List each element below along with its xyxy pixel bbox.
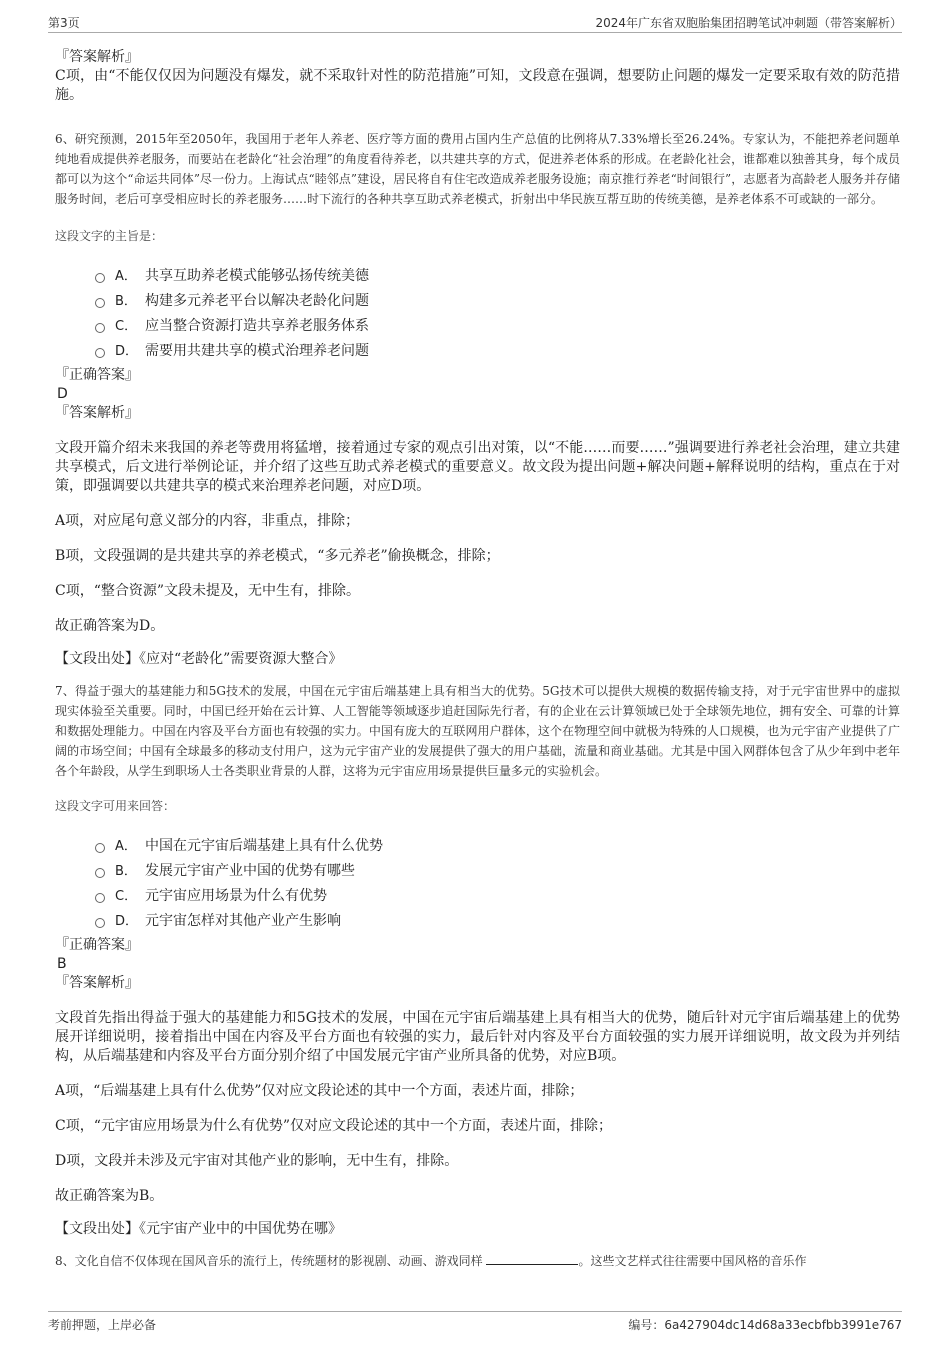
option-key: A． — [115, 269, 137, 284]
option-key: A． — [115, 839, 137, 854]
options-list — [55, 262, 900, 362]
option-key: D． — [115, 344, 139, 359]
question-text: 7、得益于强大的基建能力和5G技术的发展，中国在元宇宙后端基建上具有相当大的优势。5G技术可以提供大规模的数据传输支持，对于元宇宙世界中的虚拟现实体验至关重要。同时，中国已经开始在云计算、人工智能等领域逐步追赶国际先行者，有的企业在云计算领域已处于全球领先地位，拥有安全、可靠的计算和数据处理能力。中国在内容及平台方面也有较强的实力。中国有庞大的互联网用户群体，这个在物理空间中就极为特殊的人口规模，也为元宇宙产业提供了广阔的市场空间；中国有全球最多的移动支付用户，这为元宇宙产业的发展提供了强大的用户基础，流量和商业基础。尤其是中国入网群体包含了从少年到中老年各个年龄段，从学生到职场人士各类职业背景的人群，这将为元宇宙应用场景提供巨量多元的实验机会。 — [55, 684, 900, 778]
page-number: 第3页 — [48, 16, 80, 30]
option-c[interactable] — [95, 882, 900, 907]
option-a[interactable] — [95, 832, 900, 857]
prev-question-analysis — [55, 48, 900, 105]
option-c[interactable] — [95, 312, 900, 337]
correct-answer: B — [57, 956, 67, 972]
analysis-paragraph: C项，“整合资源”文段未提及，无中生有，排除。 — [55, 583, 361, 599]
source-citation: 【文段出处】《元宇宙产业中的中国优势在哪》 — [55, 1221, 342, 1237]
question-text: 6、研究预测，2015年至2050年，我国用于老年人养老、医疗等方面的费用占国内生产总值的比例将从7.33%增长至26.24%。专家认为，不能把养老问题单纯地看成提供养老服务，而要站在老龄化“社会治理”的角度看待养老，以共建共享的方式，促进养老体系的形成。在老龄化社会，谁都难以独善其身，每个成员都可以为这个“命运共同体”尽一份力。上海试点“睦邻点”建设，居民将自有住宅改造成养老服务设施；南京推行养老“时间银行”，志愿者为高龄老人服务并存储服务时间，老后可享受相应时长的养老服务……时下流行的各种共享互助式养老模式，折射出中华民族互帮互助的传统美德，是养老体系不可或缺的一部分。 — [55, 132, 900, 206]
option-text: 发展元宇宙产业中国的优势有哪些 — [145, 862, 355, 879]
radio-icon[interactable] — [95, 298, 105, 308]
analysis-paragraph: 故正确答案为B。 — [55, 1188, 164, 1204]
analysis-paragraph: 文段开篇介绍未来我国的养老等费用将猛增，接着通过专家的观点引出对策，以“不能……而要……”强调要进行养老社会治理，建立共建共享模式，后文进行举例论证，并介绍了这些互助式养老模式的重要意义。故文段为提出问题+解决问题+解释说明的结构，重点在于对策，即强调要以共建共享的模式来治理养老问题，对应D项。 — [55, 440, 900, 494]
option-text: 中国在元宇宙后端基建上具有什么优势 — [145, 837, 383, 854]
radio-icon[interactable] — [95, 918, 105, 928]
analysis-paragraph: 文段首先指出得益于强大的基建能力和5G技术的发展，中国在元宇宙后端基建上具有相当大的优势，随后针对元宇宙后端基建上的优势展开详细说明，接着指出中国在内容及平台方面也有较强的实力，最后针对内容及平台方面较强的实力展开详细说明，故文段为并列结构，从后端基建和内容及平台方面分别介绍了中国发展元宇宙产业所具备的优势，对应B项。 — [55, 1010, 900, 1064]
option-text: 构建多元养老平台以解决老龄化问题 — [145, 292, 369, 309]
page-footer — [48, 1311, 902, 1334]
page-content — [55, 40, 900, 1271]
analysis-text: C项，由“不能仅仅因为问题没有爆发，就不采取针对性的防范措施”可知，文段意在强调，想要防止问题的爆发一定要采取有效的防范措施。 — [55, 68, 900, 103]
analysis-label: 『答案解析』 — [55, 975, 139, 991]
option-key: C． — [115, 319, 138, 334]
option-a[interactable] — [95, 262, 900, 287]
option-text: 需要用共建共享的模式治理养老问题 — [145, 342, 369, 359]
footer-slogan: 考前押题，上岸必备 — [48, 1318, 157, 1332]
radio-icon[interactable] — [95, 843, 105, 853]
radio-icon[interactable] — [95, 868, 105, 878]
option-text: 应当整合资源打造共享养老服务体系 — [145, 317, 369, 334]
fill-in-blank[interactable] — [486, 1252, 578, 1265]
question-7 — [55, 681, 900, 1239]
question-text — [55, 1251, 900, 1271]
analysis-paragraph: A项，对应尾句意义部分的内容，非重点，排除； — [55, 513, 360, 529]
question-8 — [55, 1251, 900, 1271]
radio-icon[interactable] — [95, 348, 105, 358]
document-title: 2024年广东省双胞胎集团招聘笔试冲刺题（带答案解析） — [595, 16, 902, 30]
question-text-after: 。这些文艺样式往往需要中国风格的音乐作 — [578, 1254, 807, 1268]
option-text: 元宇宙怎样对其他产业产生影响 — [145, 912, 341, 929]
option-d[interactable] — [95, 337, 900, 362]
option-b[interactable] — [95, 287, 900, 312]
question-stem: 这段文字的主旨是： — [55, 229, 164, 243]
correct-answer-label: 『正确答案』 — [55, 367, 139, 383]
option-d[interactable] — [95, 907, 900, 932]
option-b[interactable] — [95, 857, 900, 882]
option-text: 元宇宙应用场景为什么有优势 — [145, 887, 327, 904]
question-stem: 这段文字可用来回答： — [55, 799, 176, 813]
option-key: D． — [115, 914, 139, 929]
radio-icon[interactable] — [95, 323, 105, 333]
source-citation: 【文段出处】《应对“老龄化”需要资源大整合》 — [55, 651, 343, 667]
analysis-paragraph: A项，“后端基建上具有什么优势”仅对应文段论述的其中一个方面，表述片面，排除； — [55, 1083, 584, 1099]
options-list — [55, 832, 900, 932]
radio-icon[interactable] — [95, 273, 105, 283]
analysis-paragraph: D项，文段并未涉及元宇宙对其他产业的影响，无中生有，排除。 — [55, 1153, 459, 1169]
option-key: B． — [115, 864, 137, 879]
page-header — [48, 10, 902, 33]
document-code: 编号：6a427904dc14d68a33ecbfbb3991e767 — [628, 1318, 902, 1332]
option-text: 共享互助养老模式能够弘扬传统美德 — [145, 267, 369, 284]
correct-answer: D — [57, 386, 68, 402]
question-text-before: 8、文化自信不仅体现在国风音乐的流行上，传统题材的影视剧、动画、游戏同样 — [55, 1254, 483, 1268]
analysis-paragraph: B项，文段强调的是共建共享的养老模式，“多元养老”偷换概念，排除； — [55, 548, 500, 564]
question-6 — [55, 129, 900, 669]
correct-answer-label: 『正确答案』 — [55, 937, 139, 953]
option-key: C． — [115, 889, 138, 904]
analysis-label: 『答案解析』 — [55, 405, 139, 421]
option-key: B． — [115, 294, 137, 309]
radio-icon[interactable] — [95, 893, 105, 903]
analysis-label: 『答案解析』 — [55, 49, 139, 65]
analysis-paragraph: C项，“元宇宙应用场景为什么有优势”仅对应文段论述的其中一个方面，表述片面，排除； — [55, 1118, 613, 1134]
analysis-paragraph: 故正确答案为D。 — [55, 618, 165, 634]
